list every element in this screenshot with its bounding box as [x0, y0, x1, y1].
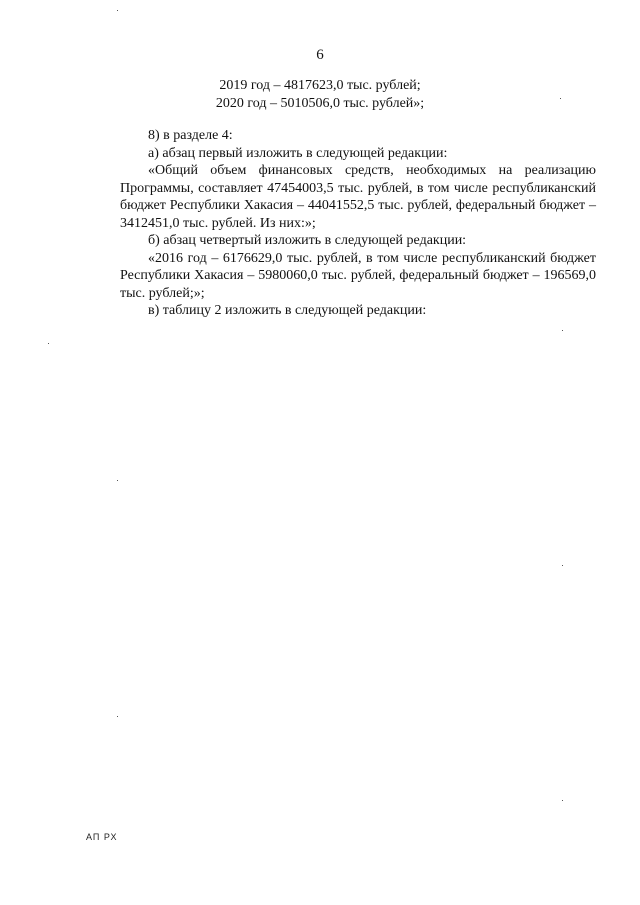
page-number: 6	[316, 47, 324, 63]
item-b-paragraph: «2016 год – 6176629,0 тыс. рублей, в том числе республиканский бюджет Республики Хакасия – 5980060,0 тыс. рублей, федеральный бюджет – 196569,0 тыс. рублей;»;	[120, 250, 596, 301]
footer-mark: АП РХ	[86, 832, 118, 842]
budget-line-2019: 2019 год – 4817623,0 тыс. рублей;	[219, 78, 421, 93]
scan-speck	[560, 98, 561, 99]
scan-speck	[562, 565, 563, 566]
section8-heading: 8) в разделе 4:	[148, 128, 233, 143]
scan-speck	[117, 716, 118, 717]
scan-speck	[117, 480, 118, 481]
amendment-text	[120, 127, 596, 320]
scan-speck	[562, 330, 563, 331]
scan-speck	[117, 10, 118, 11]
item-b-heading: б) абзац четвертый изложить в следующей редакции:	[148, 233, 467, 248]
scan-speck	[562, 800, 563, 801]
item-a-paragraph: «Общий объем финансовых средств, необходимых на реализацию Программы, составляет 47454003,5 тыс. рублей, в том числе республиканский бюджет Республики Хакасия – 44041552,5 тыс. рублей, федеральный бюджет – 3412451,0 тыс. рублей. Из них:»;	[120, 163, 596, 231]
budget-line-2020: 2020 год – 5010506,0 тыс. рублей»;	[215, 96, 425, 111]
scan-speck	[48, 343, 49, 344]
item-a-heading: а) абзац первый изложить в следующей редакции:	[148, 145, 448, 161]
item-v-heading: в) таблицу 2 изложить в следующей редакции:	[148, 303, 427, 318]
